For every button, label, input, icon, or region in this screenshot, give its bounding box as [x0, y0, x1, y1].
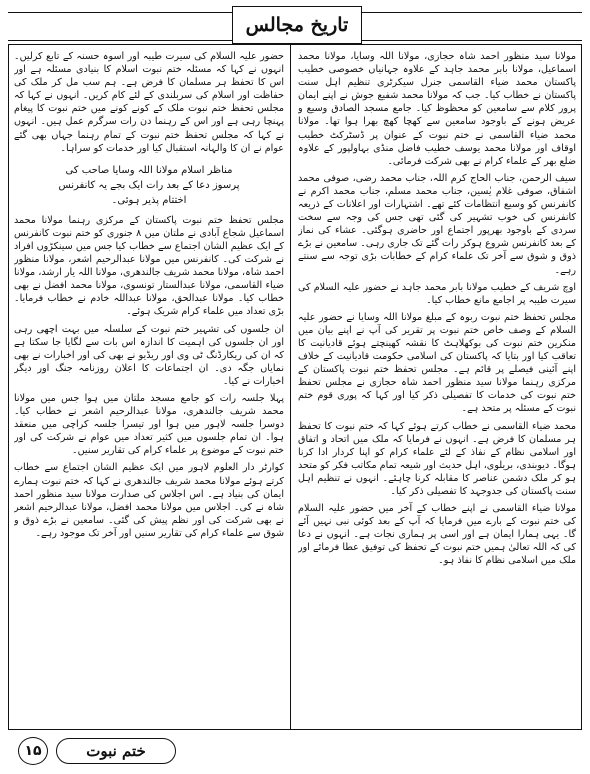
- paragraph: مجلس تحفظ ختم نبوت پاکستان کے مرکزی رہنما مولانا محمد اسماعیل شجاع آبادی نے ملتان میں ۸ جنوری کو ختم نبوت کانفرنس کے ایک عظیم الشان اجتماع سے خطاب کیا جس میں سینکڑوں افراد نے شرکت کی۔ کانفرنس میں مولانا عبدالرحیم اشعر، مولانا منظور احمد شاہ، مولانا محمد شریف جالندھری، مولانا اللہ یار ارشد، مولانا ضیاء القاسمی، مولانا عبدالستار تونسوی، مولانا محمد افضل نے بھی خطاب کیا۔ مولانا عبدالحق، مولانا عبداللہ خادم نے خطاب فرمایا۔ بڑی تعداد میں علماء کرام شریک ہوئے۔: [14, 214, 284, 318]
- paragraph: مجلس تحفظ ختم نبوت ربوہ کے مبلغ مولانا اللہ وسایا نے حضور علیہ السلام کے وصف خاص ختم نبوت پر تقریر کی آپ نے اپنے بیان میں منکرین ختم نبوت کی بوکھلاہٹ کا نقشہ کھینچتے ہوئے قادیانیت کا تعاقب کیا اور بتایا کہ پاکستان کی اسلامی حکومت قادیانیت کے خلاف اپنے آئینی فیصلے پر قائم ہے۔ مجلس تحفظ ختم نبوت پاکستان کے مرکزی رہنما مولانا سید منظور احمد شاہ حجازی نے مجلس تحفظ ختم نبوت کی خدمات کا تفصیلی ذکر کیا اور کہا کہ پوری قوم ختم نبوت کے مسئلہ پر متحد ہے۔: [298, 311, 576, 415]
- paragraph: اوچ شریف کے خطیب مولانا بابر محمد جاہد نے حضور علیہ السلام کی سیرت طیبہ پر اجامع مانع خطاب کیا۔: [298, 281, 576, 306]
- paragraph: ان جلسوں کی تشہیر ختم نبوت کے سلسلہ میں بہت اچھی رہی اور ان جلسوں کی اہمیت کا اندازہ اس بات سے لگایا جا سکتا ہے کہ ان کی ریکارڈنگ ٹی وی اور ریڈیو نے بھی کی اور اخبارات نے بھی نمایاں جگہ دی۔ ان اجتماعات کا اعلان روزنامہ جنگ اور دیگر اخبارات نے کیا۔: [14, 323, 284, 387]
- magazine-logo: ختم نبوت: [56, 738, 176, 764]
- paragraph: مولانا سید منظور احمد شاہ حجازی، مولانا اللہ وسایا، مولانا محمد اسماعیل، مولانا بابر محمد جاہد کے علاوہ جہانیاں خصوصی خطیب پاکستان محمد ضیاء القاسمی جنرل سیکرٹری تنظیم اہل سنت پاکستان نے خطاب کیا۔ جب کہ مولانا محمد شفیع جوش نے اپنے ایمان پرور کلام سے سامعین کو محظوظ کیا۔ جامع مسجد الصادق وسیع و عریض ہونے کے باوجود سامعین سے کھچا کھچ بھرا ہوا تھا۔ مولانا محمد ضیاء القاسمی نے ختم نبوت کے عنوان پر ڈسٹرکٹ خطیب اوقاف اور مولانا محمد یوسف خطیب فاضل منڈی بہاولپور کے علاوہ ضلع بھر کے علماء کرام نے بھی شرکت فرمائی۔: [298, 51, 576, 167]
- paragraph: پہلا جلسہ رات کو جامع مسجد ملتان میں ہوا جس میں مولانا محمد شریف جالندھری، مولانا عبدالرحیم اشعر نے خطاب کیا۔ دوسرا جلسہ لاہور میں ہوا اور تیسرا جلسہ کراچی میں منعقد ہوا۔ ان تمام جلسوں میں کثیر تعداد میں عوام نے شرکت کی اور ختم نبوت کے موضوع پر علماء کرام کی تقاریر سنیں۔: [14, 392, 284, 457]
- paragraph: مولانا ضیاء القاسمی نے اپنے خطاب کے آخر میں حضور علیہ السلام کی ختم نبوت کے بارے میں فرمایا کہ آپ کے بعد کوئی نبی نہیں آئے گا۔ یہی ہمارا ایمان ہے اور اسی پر ہماری نجات ہے۔ انہوں نے دعا کی کہ اللہ تعالیٰ ہمیں ختم نبوت کے تحفظ کی توفیق عطا فرمائے اور ملک میں اسلامی نظام کا نفاذ ہو۔: [298, 503, 576, 567]
- left-column: [14, 50, 284, 726]
- paragraph: حضور علیہ السلام کی سیرت طیبہ اور اسوہ حسنہ کے تابع کرلیں۔ انہوں نے کہا کہ مسئلہ ختم نبوت اسلام کا بنیادی مسئلہ ہے اور اس کا تحفظ ہر مسلمان کا فرض ہے۔ ہم سب مل کر ملک کی حفاظت اور اسلام کی سربلندی کے لئے کام کریں۔ انہوں نے کہا کہ مجلس تحفظ ختم نبوت ملک کے کونے کونے میں ختم نبوت کا پیغام پہنچا رہی ہے اور اس کے رہنما دن رات سرگرم عمل ہیں۔ انہوں نے کہا کہ مجلس تحفظ ختم نبوت کے تمام رہنما جہاں بھی گئے عوام نے ان کا والہانہ استقبال کیا اور خدمات کو سراہا۔: [14, 51, 284, 154]
- closing-note-line: پرسوز دعا کے بعد رات ایک بجے یہ کانفرنس: [58, 179, 240, 191]
- right-column: [298, 50, 576, 726]
- closing-note: [14, 163, 284, 208]
- paragraph: محمد ضیاء القاسمی نے خطاب کرتے ہوئے کہا کہ ختم نبوت کا تحفظ ہر مسلمان کا فرض ہے۔ انہوں نے فرمایا کہ ملک میں اتحاد و اتفاق اور اسلامی نظام کے نفاذ کے لئے علماء کرام کو اپنا کردار ادا کرنا ہوگا۔ دیوبندی، بریلوی، اہل حدیث اور شیعہ تمام مکاتب فکر کو متحد ہو کر ملک دشمن عناصر کا مقابلہ کرنا چاہئے۔ انہوں نے تنظیم اہل سنت پاکستان کی جدوجہد کا تفصیلی ذکر کیا۔: [298, 420, 576, 497]
- closing-note-line: اختتام پذیر ہوئی۔: [111, 194, 187, 206]
- paragraph: کوارٹر دار العلوم لاہور میں ایک عظیم الشان اجتماع سے خطاب کرتے ہوئے مولانا محمد شریف جالندھری نے کہا کہ ختم نبوت ہمارے ایمان کی بنیاد ہے۔ اس اجلاس کی صدارت مولانا سید منظور احمد شاہ نے کی۔ اجلاس میں مولانا محمد افضل، مولانا عبدالرحیم اشعر نے بھی شرکت کی اور نظم پیش کی گئی۔ سامعین نے بڑے ذوق و شوق سے علماء کرام کی تقاریر سنیں اور آخر تک موجود رہے۔: [14, 462, 284, 539]
- column-divider: [290, 44, 291, 730]
- paragraph: سیف الرحمن، جناب الحاج کرم اللہ، جناب محمد رضی، صوفی محمد اشفاق، صوفی غلام یٰسین، جناب محمد مسلم، جناب محمد اکرم نے کانفرنس کو وسیع انتظامات کئے تھے۔ اشتہارات اور اعلانات کے ذریعہ کانفرنس کی خوب تشہیر کی گئی تھی جس کی وجہ سے سخت سردی کے باوجود بھرپور اجتماع اور حاضری ہوگئی۔ عشاء کی نماز کے بعد کانفرنس شروع ہوکر رات گئے تک جاری رہی۔ سامعین نے بڑے ذوق و شوق سے آخر تک علماء کرام کے خطابات بڑی توجہ سے سنتے رہے۔: [298, 172, 576, 276]
- closing-note-line: مناظر اسلام مولانا اللہ وسایا صاحب کی: [65, 164, 233, 176]
- header-banner: [232, 6, 362, 44]
- page-number: ۱۵: [18, 737, 48, 765]
- section-title: تاریخ مجالس: [245, 14, 349, 36]
